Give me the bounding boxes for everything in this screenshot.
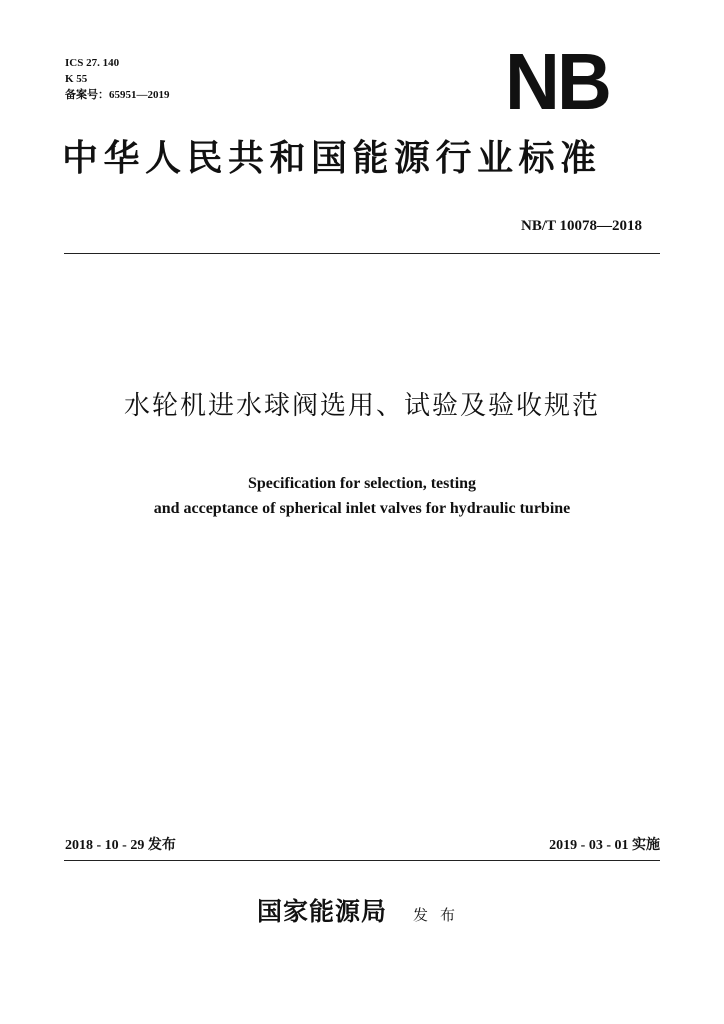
issue-date: 2018 - 10 - 29 发布 <box>65 838 176 853</box>
document-title-english-line2: and acceptance of spherical inlet valves for hydraulic turbine <box>153 500 571 517</box>
issuer-action: 发布 <box>413 906 468 924</box>
issuer-name: 国家能源局 <box>256 897 387 926</box>
standard-number: NB/T 10078—2018 <box>521 218 642 234</box>
record-number: 备案号：65951—2019 <box>65 89 170 101</box>
document-title-chinese: 水轮机进水球阀选用、试验及验收规范 <box>123 391 600 421</box>
implementation-date: 2019 - 03 - 01 实施 <box>549 838 660 853</box>
bottom-divider <box>64 860 660 861</box>
standard-type-heading: 中华人民共和国能源行业标准 <box>62 137 602 179</box>
nb-logo: NB <box>505 37 610 126</box>
ics-code: ICS 27. 140 <box>65 57 120 69</box>
issuer-block <box>0 892 724 928</box>
document-title-english-line1: Specification for selection, testing <box>247 475 477 492</box>
classification-code: K 55 <box>65 73 88 85</box>
top-divider <box>64 253 660 254</box>
